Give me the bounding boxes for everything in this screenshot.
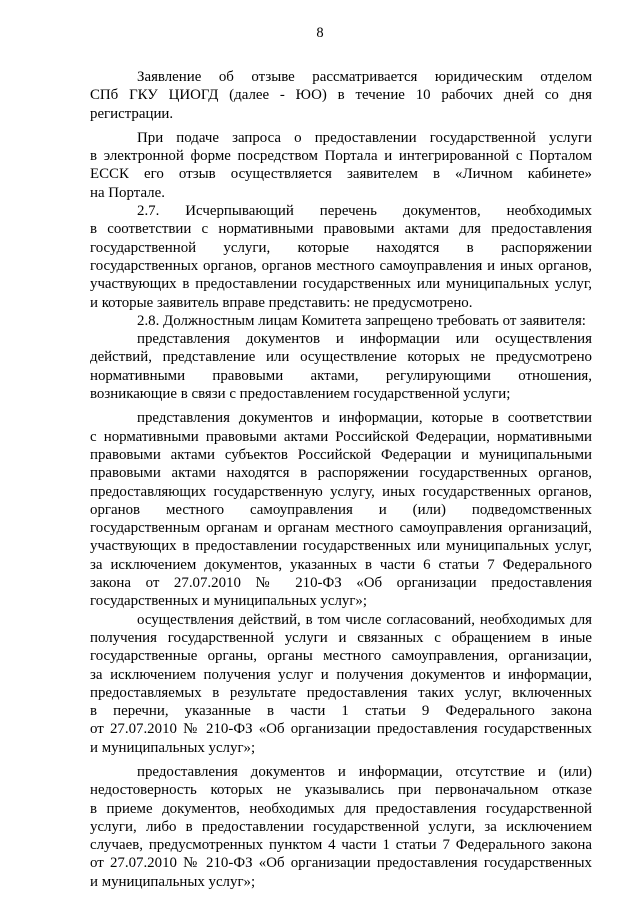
text-line: представления документов и информации или осуществления: [137, 331, 592, 348]
text-line: СПб ГКУ ЦИОГД (далее - ЮО) в течение 10 рабочих дней со дня: [90, 87, 592, 104]
paragraph: [90, 312, 592, 330]
text-line: в соответствии с нормативными правовыми актами для предоставления: [90, 221, 592, 238]
text-line: государственных органов, органов местного самоуправления и иных органов,: [90, 257, 592, 274]
paragraph: [90, 409, 592, 610]
text-line: на Портале.: [90, 184, 165, 201]
text-line: действий, представление или осуществление которых не предусмотрено: [90, 349, 592, 366]
text-line: с нормативными правовыми актами Российской Федерации, нормативными: [90, 428, 592, 445]
text-line: 2.8. Должностным лицам Комитета запрещено требовать от заявителя:: [137, 312, 586, 329]
text-line: и которые заявитель вправе представить: не предусмотрено.: [90, 294, 473, 311]
text-line: нормативными правовыми актами, регулирующими отношения,: [90, 367, 592, 384]
text-line: случаев, предусмотренных пунктом 4 части 1 статьи 7 Федерального закона: [90, 837, 592, 854]
text-line: предоставляемых в результате предоставления таких услуг, включенных: [90, 684, 592, 701]
paragraph: [90, 68, 592, 123]
text-line: и муниципальных услуг»;: [90, 873, 256, 890]
page-number: 8: [316, 25, 324, 41]
text-line: от 27.07.2010 № 210-ФЗ «Об организации предоставления государственных: [90, 855, 592, 872]
text-line: предоставляющих государственную услугу, иных государственных органов,: [90, 483, 592, 500]
text-line: недостоверность которых не указывались при первоначальном отказе: [90, 782, 592, 799]
text-line: за исключением получения услуг и получения документов и информации,: [90, 666, 592, 683]
text-line: участвующих в предоставлении государственных или муниципальных услуг,: [90, 538, 592, 555]
paragraph: [90, 129, 592, 202]
text-line: государственным органам и органам местного самоуправления организаций,: [90, 520, 592, 537]
text-line: предоставления документов и информации, отсутствие и (или): [137, 763, 592, 780]
paragraph: [90, 611, 592, 757]
text-line: При подаче запроса о предоставлении государственной услуги: [137, 129, 592, 146]
text-line: от 27.07.2010 № 210-ФЗ «Об организации предоставления государственных: [90, 721, 592, 738]
text-line: осуществления действий, в том числе согласований, необходимых для: [137, 611, 592, 628]
text-line: правовыми актами находятся в распоряжении государственных органов,: [90, 465, 592, 482]
text-line: закона от 27.07.2010 № 210-ФЗ «Об организации предоставления: [90, 575, 592, 592]
text-line: ЕССК его отзыв осуществляется заявителем в «Личном кабинете»: [90, 166, 592, 183]
paragraph: [90, 330, 592, 403]
text-line: Заявление об отзыве рассматривается юридическим отделом: [137, 69, 592, 85]
text-line: в электронной форме посредством Портала и интегрированной с Порталом: [90, 148, 592, 165]
text-line: и муниципальных услуг»;: [90, 739, 256, 756]
document-body: [90, 68, 592, 891]
text-line: 2.7. Исчерпывающий перечень документов, необходимых: [137, 203, 592, 220]
paragraph: [90, 202, 592, 312]
text-line: за исключением документов, указанных в части 6 статьи 7 Федерального: [90, 556, 592, 573]
text-line: участвующих в предоставлении государственных или муниципальных услуг,: [90, 276, 592, 293]
text-line: в перечни, указанные в части 1 статьи 9 Федерального закона: [90, 703, 592, 720]
text-line: возникающие в связи с предоставлением государственной услуги;: [90, 386, 511, 403]
text-line: регистрации.: [90, 105, 174, 122]
paragraph: [90, 763, 592, 891]
text-line: получения государственной услуги и связанных с обращением в иные: [90, 629, 592, 646]
text-line: услуги, либо в предоставлении государственной услуги, за исключением: [90, 818, 592, 835]
text-line: государственной услуги, которые находятся в распоряжении: [90, 239, 592, 256]
text-line: в приеме документов, необходимых для предоставления государственной: [90, 800, 592, 817]
text-line: государственных и муниципальных услуг»;: [90, 593, 368, 610]
text-line: представления документов и информации, которые в соответствии: [137, 410, 592, 427]
text-line: правовыми актами субъектов Российской Федерации и муниципальными: [90, 446, 592, 463]
text-line: государственные органы, органы местного самоуправления, организации,: [90, 648, 592, 665]
text-line: органов местного самоуправления и (или) подведомственных: [90, 501, 592, 518]
